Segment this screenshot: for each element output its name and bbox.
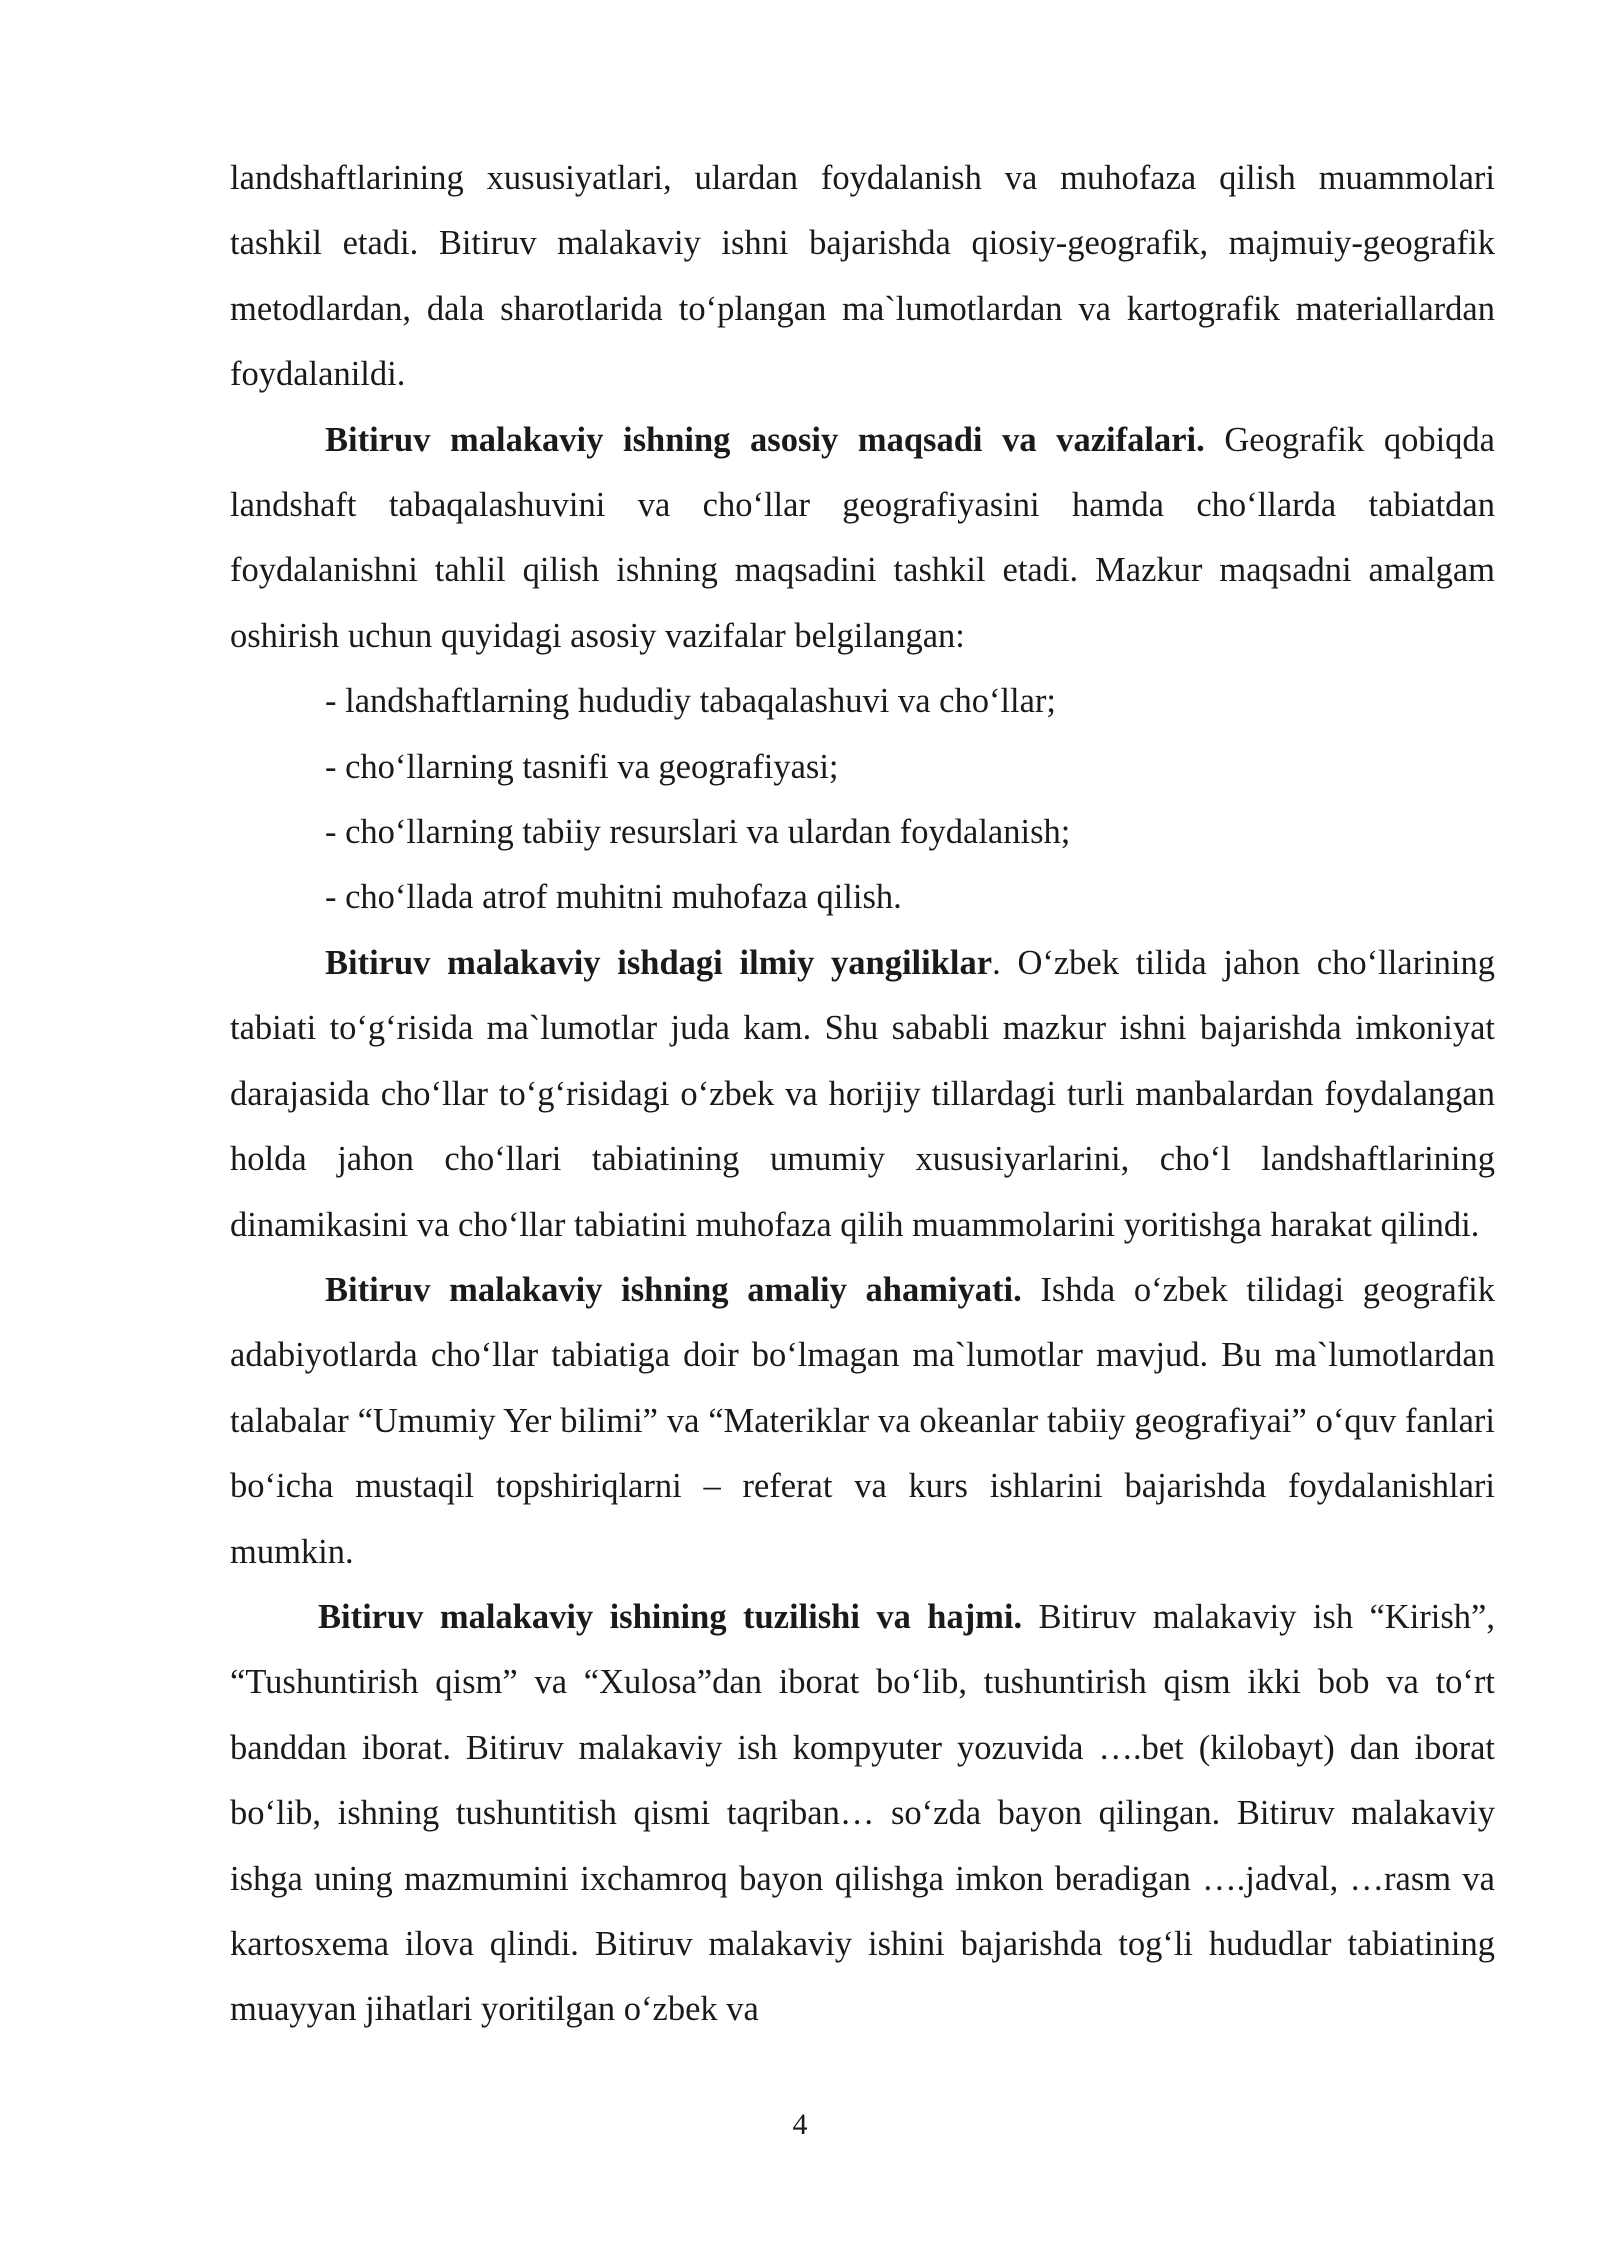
heading-practical-value: Bitiruv malakaviy ishning amaliy ahamiyati. bbox=[325, 1270, 1022, 1309]
paragraph-aims bbox=[230, 408, 1495, 670]
list-item: - cho‘llada atrof muhitni muhofaza qilish. bbox=[325, 878, 902, 917]
aims-text: Geografik qobiqda landshaft tabaqalashuvini va cho‘llar geografiyasini hamda cho‘llarda tabiatdan foydalanishni tahlil qilish ishning maqsadini tashkil etadi. Mazkur maqsadni amalgam oshirish uchun quyidagi asosiy vazifalar belgilangan: bbox=[230, 420, 1495, 655]
paragraph-structure bbox=[230, 1585, 1495, 2043]
structure-text: Bitiruv malakaviy ish “Kirish”, “Tushuntirish qism” va “Xulosa”dan iborat bo‘lib, tushuntirish qism ikki bob va to‘rt banddan iborat. Bitiruv malakaviy ish kompyuter yozuvida ….bet (kilobayt) dan iborat bo‘lib, ishning tushuntitish qismi taqriban… so‘zda bayon qilingan. Bitiruv malakaviy ishga uning mazmumini ixchamroq bayon qilishga imkon beradigan ….jadval, …rasm va kartosxema ilova qlindi. Bitiruv malakaviy ishini bajarishda tog‘li hududlar tabiatining muayyan jihatlari yoritilgan o‘zbek va bbox=[230, 1597, 1495, 2029]
novelty-text: . O‘zbek tilida jahon cho‘llarining tabiati to‘g‘risida ma`lumotlar juda kam. Shu sababli mazkur ishni bajarishda imkoniyat darajasida cho‘llar to‘g‘risidagi o‘zbek va horijiy tillardagi turli manbalardan foydalangan holda jahon cho‘llari tabiatining umumiy xususiyarlarini, cho‘l landshaftlarining dinamikasini va cho‘llar tabiatini muhofaza qilih muammolarini yoritishga harakat qilindi. bbox=[230, 943, 1496, 1244]
practical-value-text: Ishda o‘zbek tilidagi geografik adabiyotlarda cho‘llar tabiatiga doir bo‘lmagan ma`lumotlar mavjud. Bu ma`lumotlardan talabalar “Umumiy Yer bilimi” va “Materiklar va okeanlar tabiiy geografiyai” o‘quv fanlari bo‘icha mustaqil topshiriqlarni – referat va kurs ishlarini bajarishda foydalanishlari mumkin. bbox=[230, 1270, 1495, 1571]
paragraph-novelty bbox=[230, 931, 1495, 1258]
paragraph-practical-value bbox=[230, 1258, 1495, 1585]
list-item: - cho‘llarning tabiiy resurslari va ulardan foydalanish; bbox=[325, 813, 1071, 852]
list-item: - cho‘llarning tasnifi va geografiyasi; bbox=[325, 747, 839, 786]
heading-aims: Bitiruv malakaviy ishning asosiy maqsadi va vazifalari. bbox=[325, 420, 1205, 459]
list-item: - landshaftlarning hududiy tabaqalashuvi va cho‘llar; bbox=[325, 682, 1056, 721]
heading-structure: Bitiruv malakaviy ishining tuzilishi va hajmi. bbox=[318, 1597, 1023, 1636]
paragraph-intro-continuation: landshaftlarining xususiyatlari, ulardan foydalanish va muhofaza qilish muammolari tashkil etadi. Bitiruv malakaviy ishni bajarishda qiosiy-geografik, majmuiy-geografik metodlardan, dala sharotlarida to‘plangan ma`lumotlardan va kartografik materiallardan foydalanildi. bbox=[230, 159, 1495, 394]
page-number: 4 bbox=[792, 2108, 808, 2141]
document-body bbox=[230, 146, 1495, 2043]
heading-novelty: Bitiruv malakaviy ishdagi ilmiy yangiliklar bbox=[325, 943, 993, 982]
